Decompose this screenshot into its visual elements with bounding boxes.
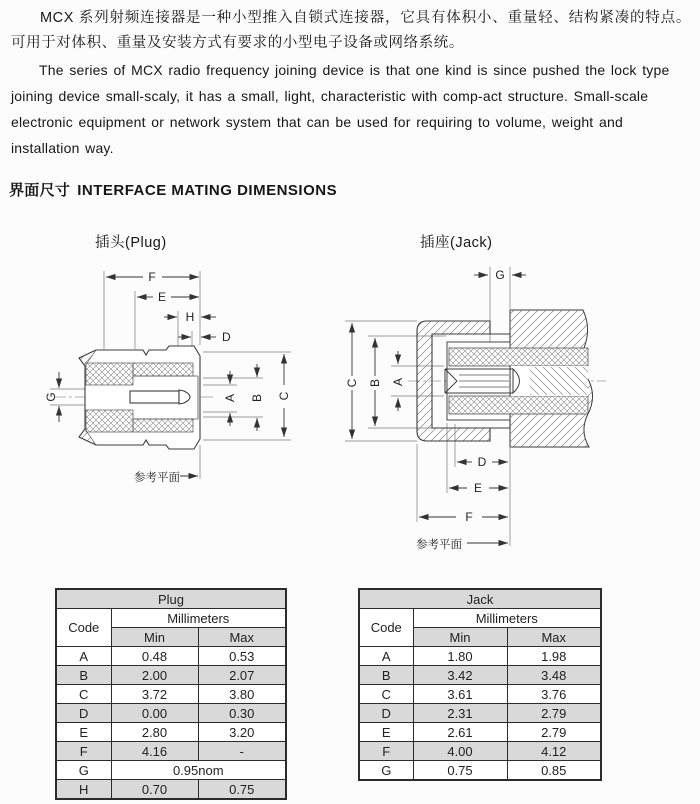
plug-dim-c-label: C xyxy=(277,391,291,401)
table-row xyxy=(359,685,601,704)
jack-table-max-header: Max xyxy=(507,628,601,647)
plug-table-unit-header: Millimeters xyxy=(111,609,286,628)
section-heading-en: INTERFACE MATING DIMENSIONS xyxy=(77,182,338,199)
plug-figure-title: 插头(Plug) xyxy=(95,235,167,251)
plug-row-h-min: 0.70 xyxy=(111,780,198,800)
plug-row-h-max: 0.75 xyxy=(198,780,286,800)
jack-table-min-header: Min xyxy=(413,628,507,647)
jack-row-g-min: 0.75 xyxy=(413,761,507,781)
jack-table-code-header: Code xyxy=(359,609,413,647)
jack-table-unit-header: Millimeters xyxy=(413,609,601,628)
plug-row-a-min: 0.48 xyxy=(111,647,198,666)
plug-dim-g-label: G xyxy=(44,392,58,402)
jack-row-b-code: B xyxy=(359,666,413,685)
jack-row-e-min: 2.61 xyxy=(413,723,507,742)
table-row xyxy=(359,704,601,723)
plug-row-e-code: E xyxy=(56,723,111,742)
jack-row-d-code: D xyxy=(359,704,413,723)
plug-row-g-code: G xyxy=(56,761,111,780)
jack-dimensions-table xyxy=(358,588,602,781)
jack-row-g-code: G xyxy=(359,761,413,781)
jack-row-c-code: C xyxy=(359,685,413,704)
plug-dim-e-label: E xyxy=(157,290,167,304)
plug-drawing xyxy=(40,255,310,500)
section-heading-zh: 界面尺寸 xyxy=(9,182,71,199)
plug-row-d-max: 0.30 xyxy=(198,704,286,723)
plug-center-pin xyxy=(130,390,190,404)
plug-ref-plane-label: 参考平面 xyxy=(134,472,180,484)
jack-dim-d-label: D xyxy=(477,455,487,469)
jack-row-f-max: 4.12 xyxy=(507,742,601,761)
jack-dim-a-label: A xyxy=(391,377,405,387)
plug-row-e-min: 2.80 xyxy=(111,723,198,742)
jack-row-g-max: 0.85 xyxy=(507,761,601,781)
table-row xyxy=(56,742,286,761)
plug-row-c-code: C xyxy=(56,685,111,704)
plug-row-f-code: F xyxy=(56,742,111,761)
jack-row-a-code: A xyxy=(359,647,413,666)
plug-row-d-min: 0.00 xyxy=(111,704,198,723)
jack-row-e-code: E xyxy=(359,723,413,742)
plug-dim-f-label: F xyxy=(148,270,156,284)
jack-drawing xyxy=(340,255,672,560)
plug-row-e-max: 3.20 xyxy=(198,723,286,742)
plug-table-title: Plug xyxy=(56,589,286,609)
jack-row-d-min: 2.31 xyxy=(413,704,507,723)
plug-row-c-min: 3.72 xyxy=(111,685,198,704)
table-row xyxy=(56,723,286,742)
table-row xyxy=(56,685,286,704)
jack-dim-g-label: G xyxy=(495,268,505,282)
plug-dimensions-table xyxy=(55,588,287,800)
jack-row-b-max: 3.48 xyxy=(507,666,601,685)
jack-row-f-min: 4.00 xyxy=(413,742,507,761)
table-row xyxy=(56,704,286,723)
jack-figure-title: 插座(Jack) xyxy=(420,235,493,251)
table-row xyxy=(359,761,601,781)
plug-row-d-code: D xyxy=(56,704,111,723)
plug-table-min-header: Min xyxy=(111,628,198,647)
jack-row-c-min: 3.61 xyxy=(413,685,507,704)
plug-dim-h-label: H xyxy=(185,310,195,324)
plug-row-f-max: - xyxy=(198,742,286,761)
plug-row-c-max: 3.80 xyxy=(198,685,286,704)
jack-dim-e-label: E xyxy=(473,481,483,495)
jack-row-f-code: F xyxy=(359,742,413,761)
table-row xyxy=(56,647,286,666)
table-row xyxy=(359,666,601,685)
jack-row-a-max: 1.98 xyxy=(507,647,601,666)
plug-table-max-header: Max xyxy=(198,628,286,647)
section-heading xyxy=(9,179,337,200)
table-row xyxy=(56,666,286,685)
plug-row-a-code: A xyxy=(56,647,111,666)
plug-row-h-code: H xyxy=(56,780,111,800)
plug-body xyxy=(79,346,200,449)
plug-row-b-code: B xyxy=(56,666,111,685)
table-row xyxy=(56,780,286,800)
jack-dim-c-label: C xyxy=(345,378,359,388)
plug-row-a-max: 0.53 xyxy=(198,647,286,666)
jack-dim-f-label: F xyxy=(465,510,473,524)
table-row xyxy=(359,723,601,742)
plug-dim-a-label: A xyxy=(223,393,237,403)
plug-row-b-max: 2.07 xyxy=(198,666,286,685)
table-row xyxy=(359,742,601,761)
jack-row-b-min: 3.42 xyxy=(413,666,507,685)
plug-table-code-header: Code xyxy=(56,609,111,647)
jack-ref-plane-label: 参考平面 xyxy=(416,539,462,551)
jack-row-e-max: 2.79 xyxy=(507,723,601,742)
jack-row-d-max: 2.79 xyxy=(507,704,601,723)
table-row xyxy=(359,647,601,666)
jack-table-title: Jack xyxy=(359,589,601,609)
plug-row-b-min: 2.00 xyxy=(111,666,198,685)
jack-row-a-min: 1.80 xyxy=(413,647,507,666)
jack-row-c-max: 3.76 xyxy=(507,685,601,704)
intro-paragraph-en: The series of MCX radio frequency joining device is that one kind is since pushed the lock type joining device small-scaly, it has a small, light, characteristic with comp-act structure. Small-scale electronic equipment or network system that can be used for requiring to volume, weight and installation way. xyxy=(11,62,670,156)
plug-row-f-min: 4.16 xyxy=(111,742,198,761)
table-row xyxy=(56,761,286,780)
jack-dim-b-label: B xyxy=(368,378,382,388)
plug-row-g-nom: 0.95nom xyxy=(111,761,286,780)
intro-paragraph-zh: MCX 系列射频连接器是一种小型推入自锁式连接器，它具有体积小、重量轻、结构紧凑的特点。可用于对体积、重量及安装方式有要求的小型电子设备或网络系统。 xyxy=(11,10,691,51)
plug-dim-d-label: D xyxy=(222,330,231,344)
plug-dim-b-label: B xyxy=(250,393,264,403)
